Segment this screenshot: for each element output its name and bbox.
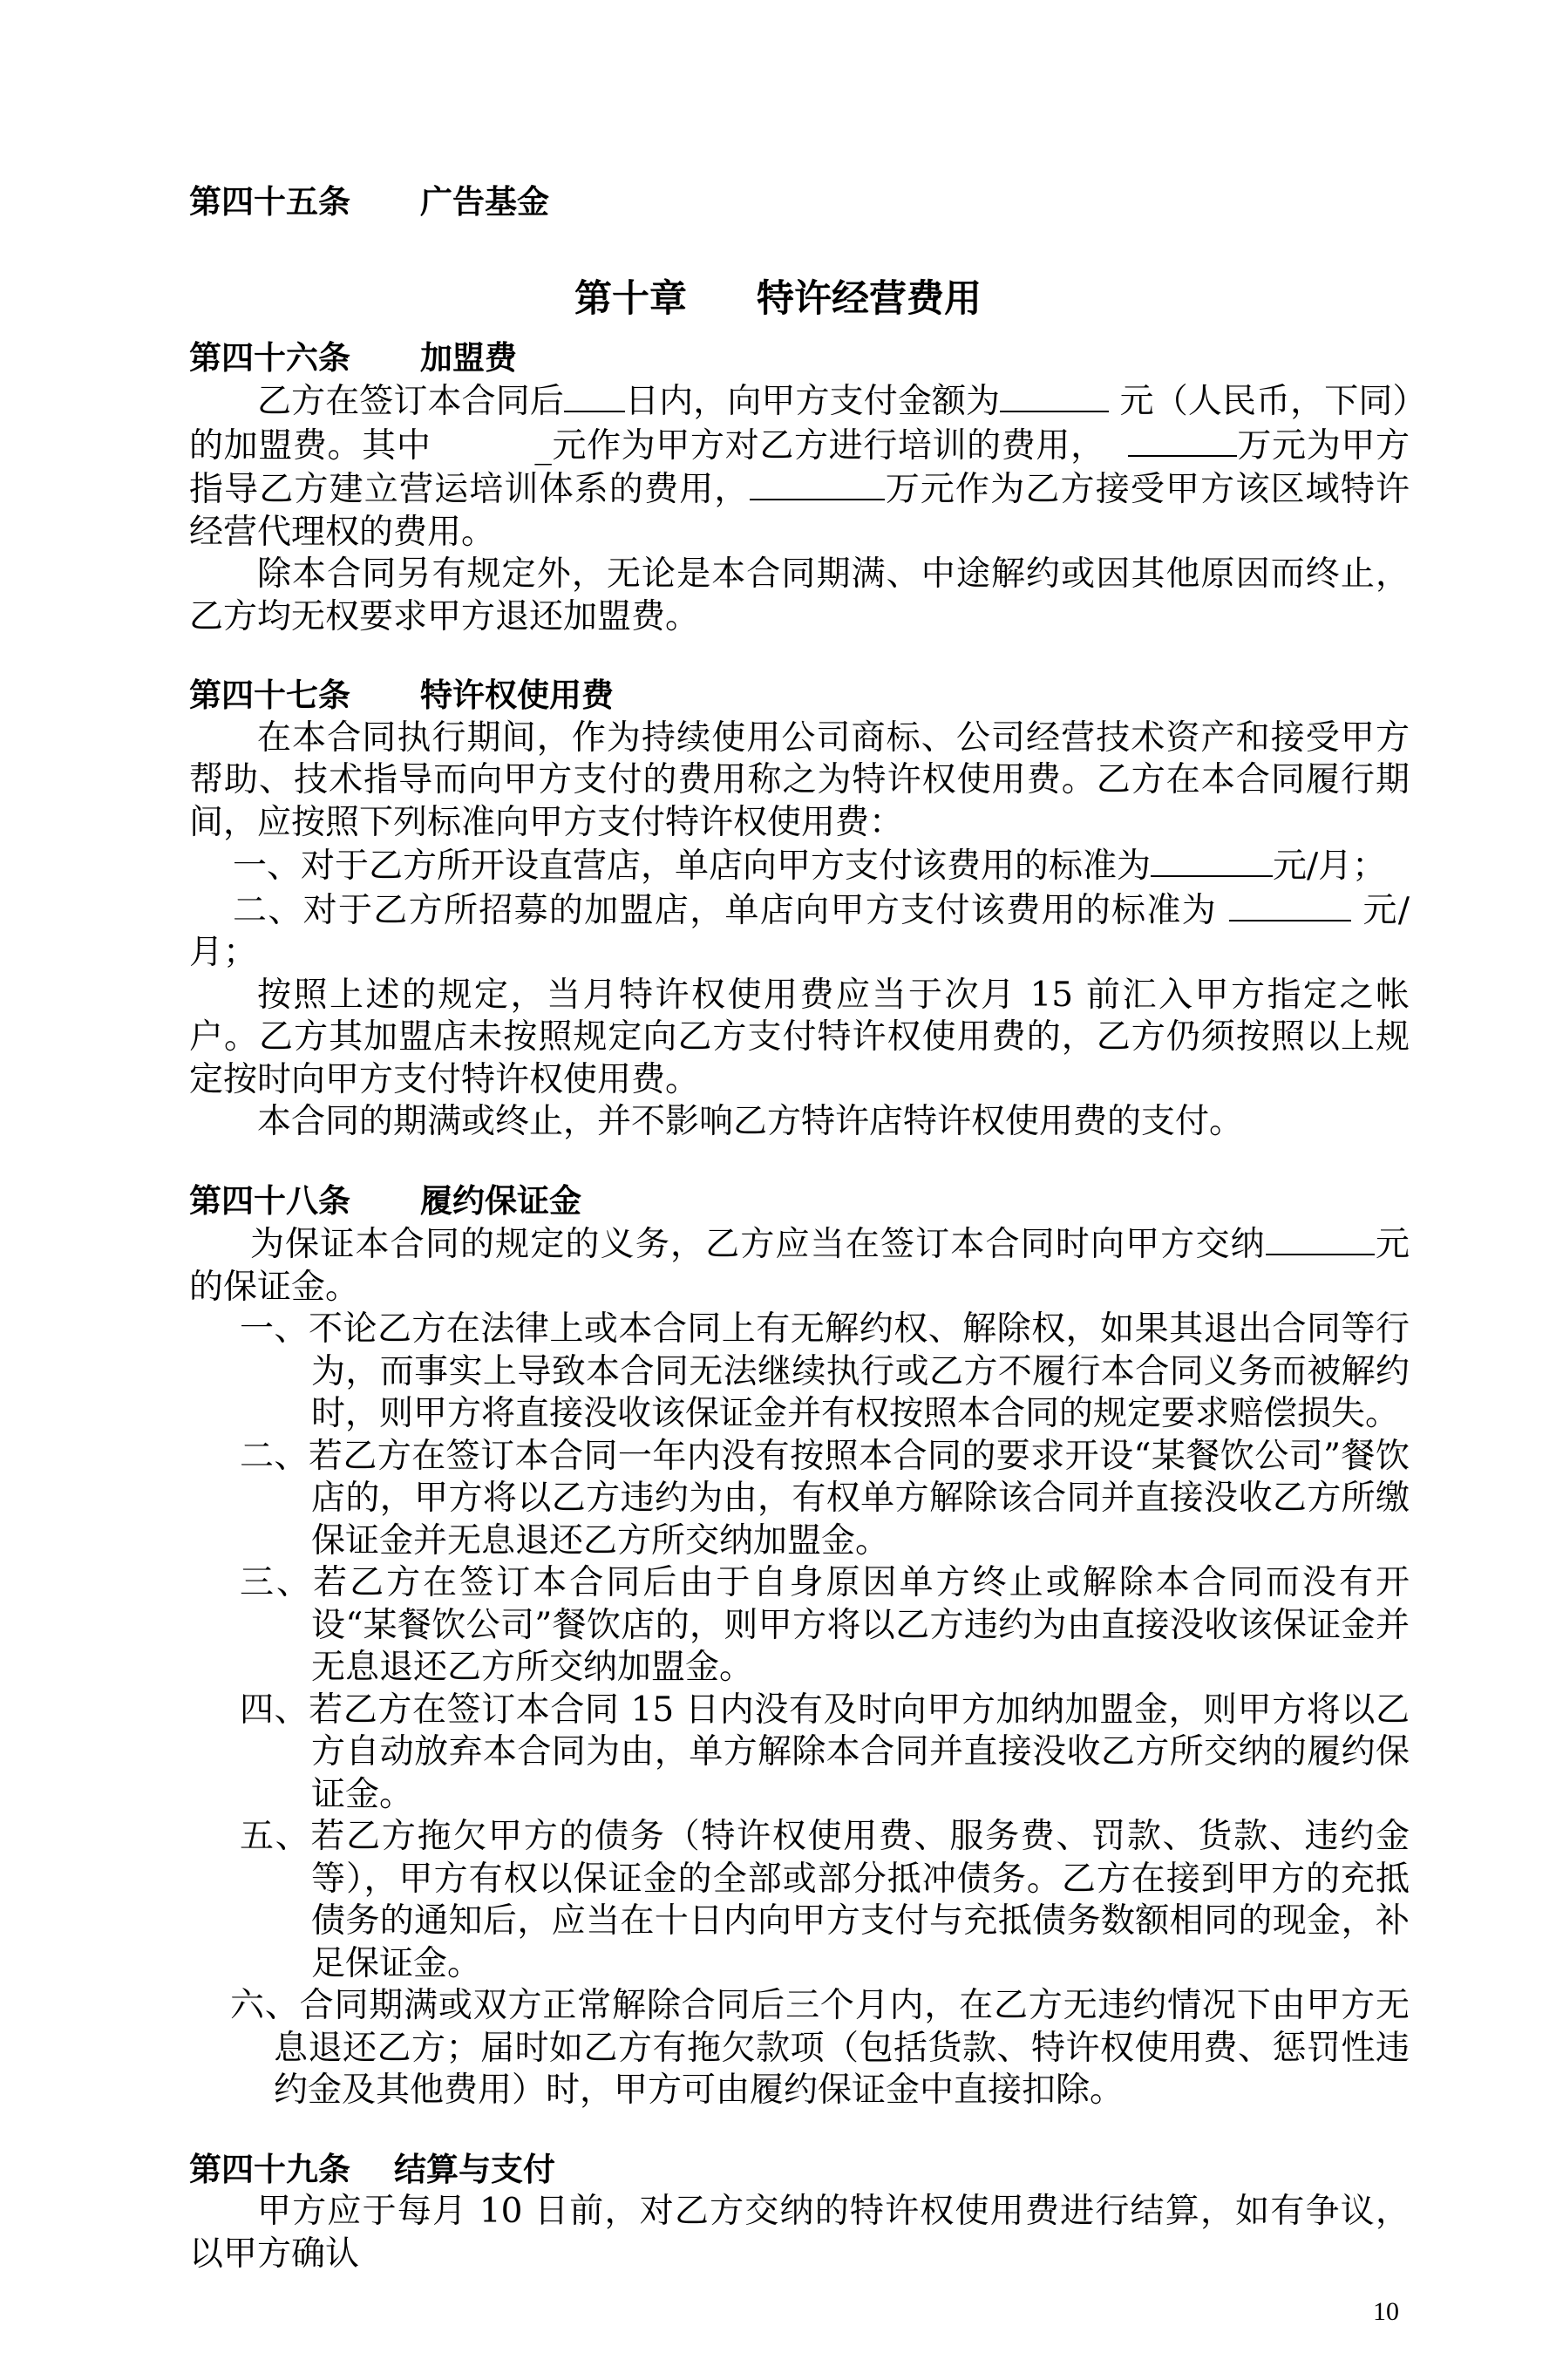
list-item — [189, 844, 1410, 888]
blank-fee — [1229, 888, 1351, 921]
article-title: 结算与支付 — [394, 2150, 555, 2188]
article-title: 加盟费 — [420, 338, 517, 377]
article-number: 第四十八条 — [189, 1181, 350, 1220]
article-49 — [189, 2149, 1410, 2276]
chapter-title: 特许经营费用 — [757, 276, 982, 321]
list-item: 一、不论乙方在法律上或本合同上有无解约权、解除权，如果其退出合同等行为，而事实上导致本合同无法继续执行或乙方不履行本合同义务而被解约时，则甲方将直接没收该保证金并有权按照本合同的规定要求赔偿损失。 — [240, 1309, 1410, 1433]
text: 元/月； — [189, 890, 1410, 972]
article-46-heading — [189, 337, 1410, 380]
text: 元/月； — [1273, 847, 1387, 886]
blank-amount — [1128, 424, 1237, 457]
text: 二、对于乙方所招募的加盟店，单店向甲方支付该费用的标准为 — [233, 890, 1229, 930]
blank-fee — [1151, 844, 1273, 877]
paragraph: 甲方应于每月 10 日前，对乙方交纳的特许权使用费进行结算，如有争议，以甲方确认 — [189, 2192, 1410, 2274]
paragraph: 除本合同另有规定外，无论是本合同期满、中途解约或因其他原因而终止，乙方均无权要求甲方退还加盟费。 — [189, 554, 1410, 636]
page-number: 10 — [1373, 2297, 1399, 2326]
article-title: 特许权使用费 — [420, 677, 614, 714]
article-46 — [189, 337, 1410, 639]
article-49-heading — [189, 2149, 1410, 2192]
list-item: 五、若乙方拖欠甲方的债务（特许权使用费、服务费、罚款、货款、违约金等），甲方有权以保证金的全部或部分抵冲债务。乙方在接到甲方的充抵债务的通知后，应当在十日内向甲方支付与充抵债务数额相同的现金，补足保证金。 — [240, 1817, 1410, 1983]
chapter-number: 第十章 — [574, 276, 687, 321]
text: 日内，向甲方支付金额为 — [624, 382, 1001, 421]
blank-amount — [1000, 379, 1109, 412]
paragraph — [189, 379, 1410, 554]
text: 为保证本合同的规定的义务，乙方应当在签订本合同时向甲方交纳 — [250, 1225, 1266, 1264]
article-number: 第四十五条 — [189, 183, 350, 221]
text: 万元为甲方指导乙方建立营运培训体系的费用， — [189, 425, 1410, 509]
blank-amount — [750, 467, 885, 500]
paragraph — [189, 1222, 1410, 1309]
list-item: 四、若乙方在签订本合同 15 日内没有及时向甲方加纳加盟金，则甲方将以乙方自动放弃本合同为由，单方解除本合同并直接没收乙方所交纳的履约保证金。 — [240, 1690, 1410, 1814]
article-title: 广告基金 — [420, 183, 549, 221]
paragraph: 在本合同执行期间，作为持续使用公司商标、公司经营技术资产和接受甲方帮助、技术指导而向甲方支付的费用称之为特许权使用费。乙方在本合同履行期间，应按照下列标准向甲方支付特许权使用费： — [189, 717, 1410, 842]
paragraph: 本合同的期满或终止，并不影响乙方特许店特许权使用费的支付。 — [257, 1102, 1244, 1141]
article-title: 履约保证金 — [420, 1181, 581, 1220]
article-48 — [189, 1180, 1410, 2112]
blank-days — [564, 379, 625, 412]
article-number: 第四十九条 — [189, 2150, 350, 2188]
list-item: 三、若乙方在签订本合同后由于自身原因单方终止或解除本合同而没有开设“某餐饮公司”餐饮店的，则甲方将以乙方违约为由直接没收该保证金并无息退还乙方所交纳加盟金。 — [240, 1563, 1410, 1687]
list-item — [189, 888, 1410, 975]
text: _元作为甲方对乙方进行培训的费用， — [534, 425, 1105, 466]
article-47-heading — [189, 675, 1410, 717]
text: 万元作为乙方接受甲方该区域特许经营代理权的费用。 — [189, 470, 1410, 552]
blank-deposit — [1266, 1222, 1375, 1255]
list-item: 六、合同期满或双方正常解除合同后三个月内，在乙方无违约情况下由甲方无息退还乙方；届时如乙方有拖欠款项（包括货款、特许权使用费、惩罚性违约金及其他费用）时，甲方可由履约保证金中直接扣除。 — [230, 1986, 1410, 2110]
text: 元（人民币，下同）的加盟费。其中 — [189, 382, 1410, 466]
article-48-heading — [189, 1180, 1410, 1223]
text: 一、对于乙方所开设直营店，单店向甲方支付该费用的标准为 — [233, 847, 1152, 886]
chapter-heading — [0, 275, 1556, 323]
article-number: 第四十六条 — [189, 338, 350, 377]
text: 元的保证金。 — [189, 1225, 1410, 1307]
text: 乙方在签订本合同后 — [257, 382, 564, 421]
list-item: 二、若乙方在签订本合同一年内没有按照本合同的要求开设“某餐饮公司”餐饮店的，甲方将以乙方违约为由，有权单方解除该合同并直接没收乙方所缴保证金并无息退还乙方所交纳加盟金。 — [240, 1436, 1410, 1561]
article-45-heading — [189, 181, 1410, 224]
article-47 — [189, 675, 1410, 1144]
paragraph: 按照上述的规定，当月特许权使用费应当于次月 15 前汇入甲方指定之帐户。乙方其加盟店未按照规定向乙方支付特许权使用费的，乙方仍须按照以上规定按时向甲方支付特许权使用费。 — [189, 975, 1410, 1099]
article-number: 第四十七条 — [189, 677, 350, 714]
